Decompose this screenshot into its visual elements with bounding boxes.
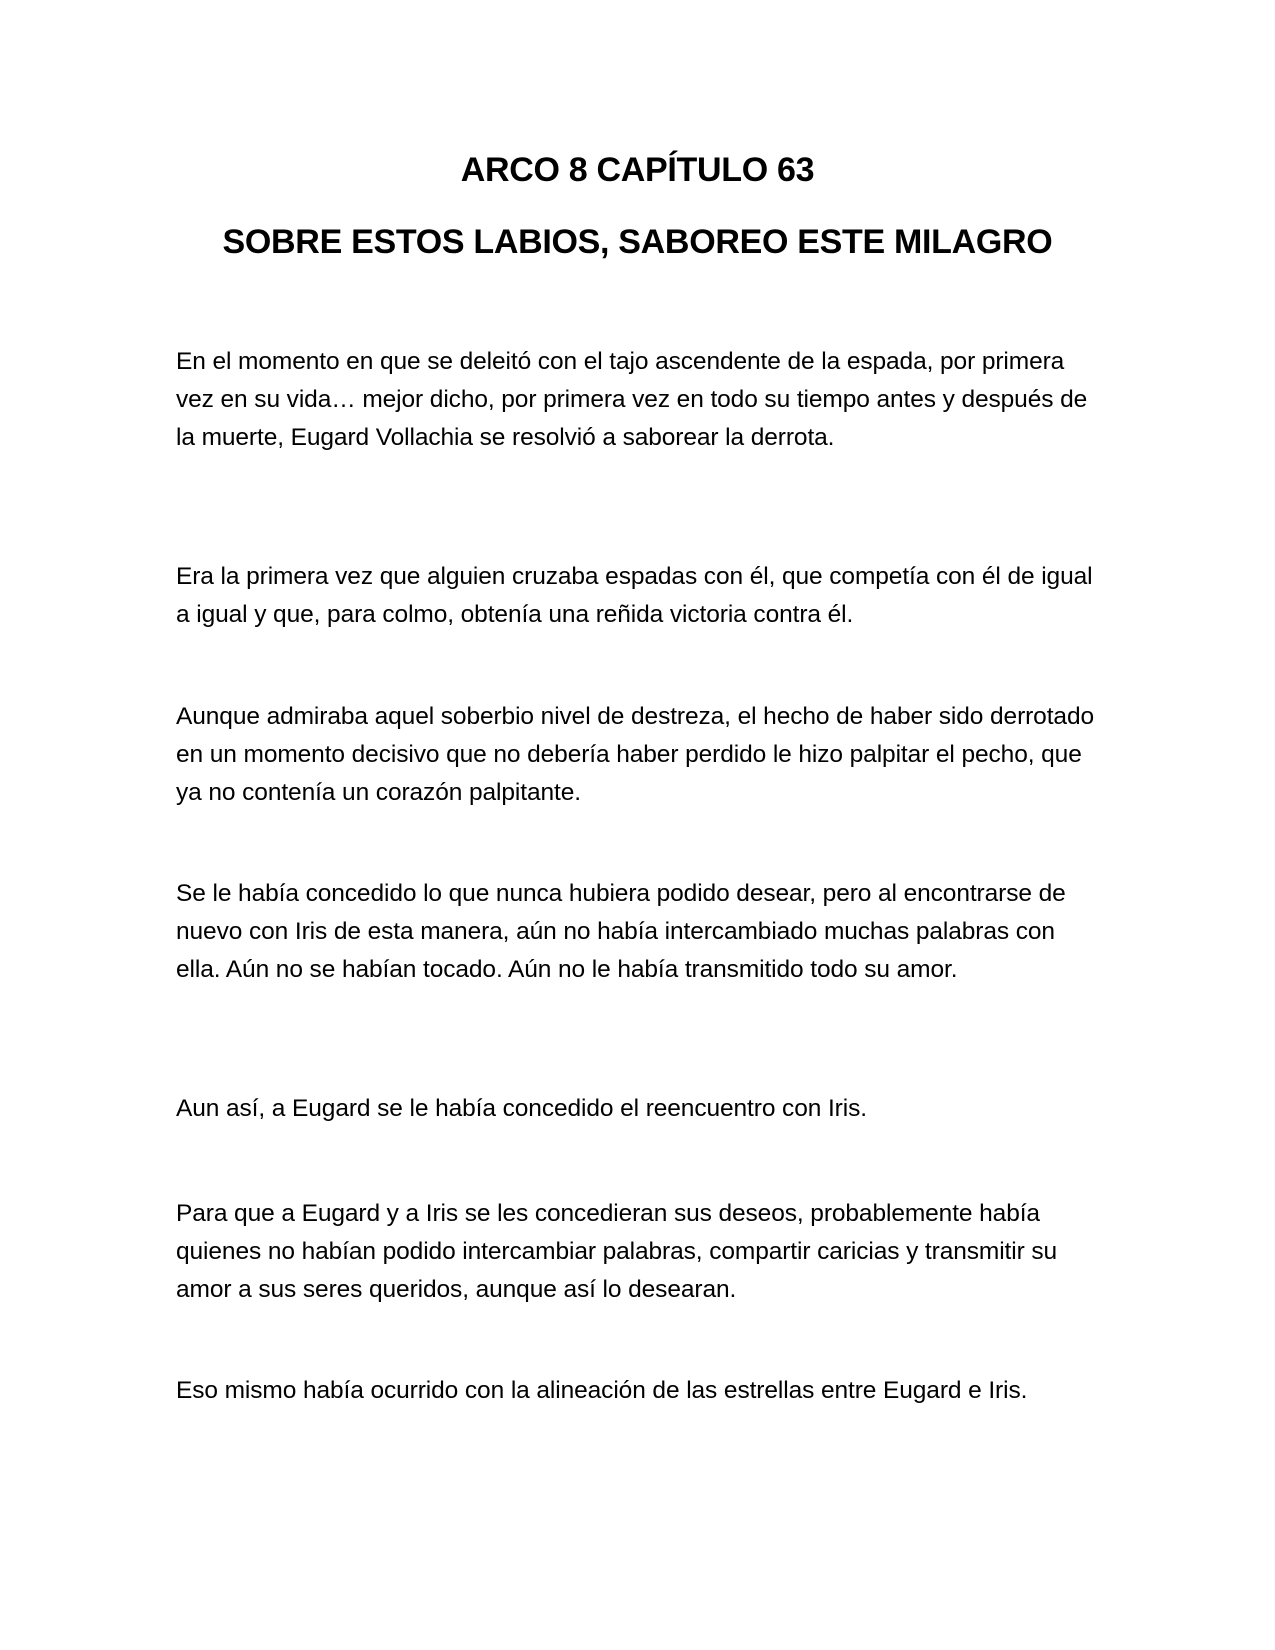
paragraph: Para que a Eugard y a Iris se les concedieran sus deseos, probablemente había quienes no habían podido intercambiar palabras, compartir caricias y transmitir su amor a sus seres queridos, aunque así lo desearan. [176,1200,1058,1303]
paragraph: Aun así, a Eugard se le había concedido el reencuentro con Iris. [176,1095,867,1122]
paragraph: Era la primera vez que alguien cruzaba espadas con él, que competía con él de igual a igual y que, para colmo, obtenía una reñida victoria contra él. [176,563,1093,628]
chapter-title: SOBRE ESTOS LABIOS, SABOREO ESTE MILAGRO [222,223,1053,261]
paragraph: Aunque admiraba aquel soberbio nivel de destreza, el hecho de haber sido derrotado en un momento decisivo que no debería haber perdido le hizo palpitar el pecho, que ya no contenía un corazón palpitante. [176,703,1094,806]
paragraph: Eso mismo había ocurrido con la alineación de las estrellas entre Eugard e Iris. [176,1377,1028,1404]
chapter-number-title: ARCO 8 CAPÍTULO 63 [460,151,815,189]
paragraph: Se le había concedido lo que nunca hubiera podido desear, pero al encontrarse de nuevo con Iris de esta manera, aún no había intercambiado muchas palabras con ella. Aún no se habían tocado. Aún no le había transmitido todo su amor. [176,880,1066,983]
paragraph: En el momento en que se deleitó con el tajo ascendente de la espada, por primera vez en su vida… mejor dicho, por primera vez en todo su tiempo antes y después de la muerte, Eugard Vollachia se resolvió a saborear la derrota. [176,348,1088,451]
